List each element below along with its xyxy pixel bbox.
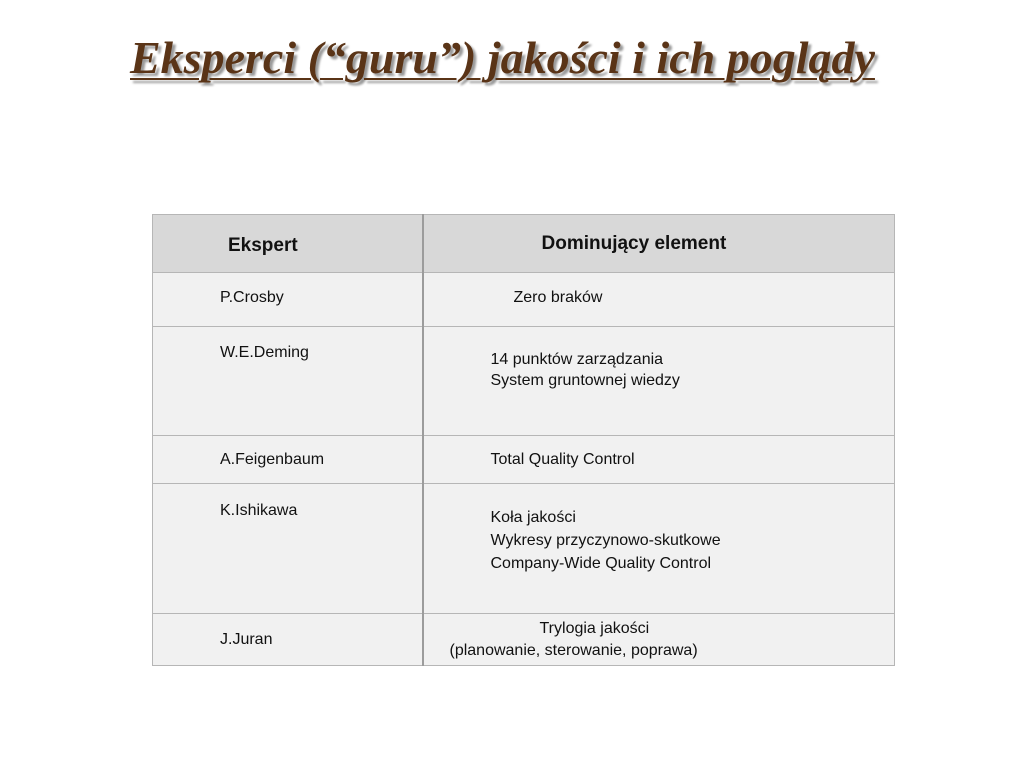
expert-name-cell <box>153 614 423 666</box>
element-line: Company-Wide Quality Control <box>490 555 712 572</box>
expert-name: K.Ishikawa <box>220 502 298 519</box>
table-row <box>153 327 895 436</box>
dominant-element-cell <box>423 273 895 327</box>
slide-title: Eksperci (“guru”) jakości i ich poglądy <box>130 32 875 83</box>
table-row <box>153 484 895 614</box>
expert-name-cell <box>153 484 423 614</box>
expert-name: W.E.Deming <box>220 344 309 361</box>
expert-name: A.Feigenbaum <box>220 450 325 468</box>
dominant-element-cell <box>423 614 895 666</box>
table-header-row <box>153 215 895 273</box>
element-line: Total Quality Control <box>490 450 635 468</box>
element-line: (planowanie, sterowanie, poprawa) <box>449 641 698 659</box>
expert-name-cell <box>153 436 423 484</box>
experts-table <box>152 214 895 666</box>
element-line: Koła jakości <box>490 509 576 526</box>
table-row <box>153 436 895 484</box>
element-line: Trylogia jakości <box>539 619 650 637</box>
header-expert: Ekspert <box>153 215 423 273</box>
dominant-element-cell <box>423 327 895 436</box>
expert-name: P.Crosby <box>220 289 284 306</box>
table-row <box>153 614 895 666</box>
element-line: System gruntownej wiedzy <box>490 372 680 389</box>
element-line: Zero braków <box>513 289 603 306</box>
expert-name-cell <box>153 273 423 327</box>
element-line: 14 punktów zarządzania <box>490 351 664 368</box>
header-dominant-element: Dominujący element <box>423 215 895 273</box>
element-line: Wykresy przyczynowo-skutkowe <box>490 532 721 549</box>
dominant-element-cell <box>423 484 895 614</box>
dominant-element-cell <box>423 436 895 484</box>
table-row <box>153 273 895 327</box>
expert-name-cell <box>153 327 423 436</box>
expert-name: J.Juran <box>220 630 273 648</box>
